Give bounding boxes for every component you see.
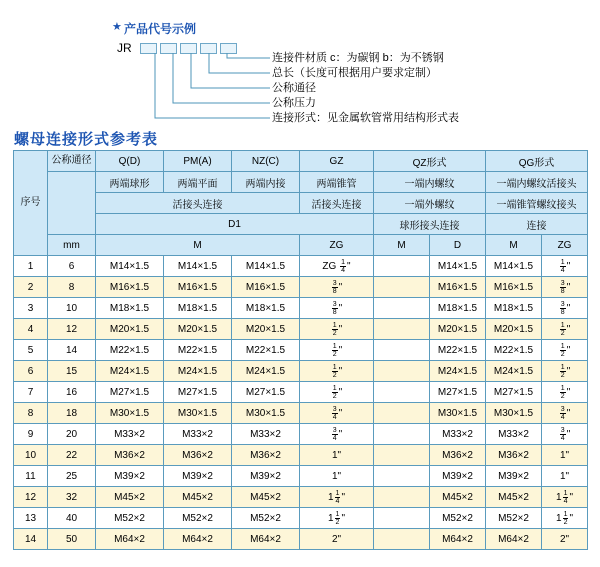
cell-pma-m: M39×2 [164,466,232,487]
cell-qz-d: M22×1.5 [430,340,486,361]
cell-qg-m: M33×2 [486,424,542,445]
table-row [14,298,588,319]
cell-qg-zg: 1 $\frac{1}{2}$ " [542,508,588,529]
legend-item-material: 连接件材质 c：为碳钢 b：为不锈钢 [272,52,444,64]
cell-qg-m: M30×1.5 [486,403,542,424]
cell-nominal-diameter: 20 [48,424,96,445]
header-nzc-desc: 两端内接 [232,172,300,193]
table-header-row-5 [14,235,588,256]
table-row [14,424,588,445]
table-row [14,361,588,382]
cell-nzc-m: M45×2 [232,487,300,508]
cell-qg-m: M36×2 [486,445,542,466]
cell-gz-zg: 1 $\frac{1}{4}$ " [300,487,374,508]
header-seq: 序号 [14,151,48,256]
cell-seq: 12 [14,487,48,508]
header-qz-thread: 一端外螺纹 [374,193,486,214]
cell-qz-d: M20×1.5 [430,319,486,340]
header-group-pma: PM(A) [164,151,232,172]
cell-gz-zg: $\frac{3}{8}$ " [300,277,374,298]
cell-nzc-m: M24×1.5 [232,361,300,382]
cell-gz-zg: $\frac{3}{4}$ " [300,424,374,445]
cell-qz-d: M33×2 [430,424,486,445]
cell-seq: 10 [14,445,48,466]
nut-connection-table [13,150,588,550]
cell-qg-zg: 1" [542,445,588,466]
cell-qz-m [374,445,430,466]
cell-nzc-m: M30×1.5 [232,403,300,424]
cell-qg-zg: $\frac{1}{2}$ " [542,319,588,340]
cell-qg-m: M64×2 [486,529,542,550]
cell-nzc-m: M14×1.5 [232,256,300,277]
cell-qz-m [374,340,430,361]
cell-nzc-m: M52×2 [232,508,300,529]
product-code-diagram [0,0,600,130]
cell-nominal-diameter: 15 [48,361,96,382]
diagram-title: 产品代号示例 [124,22,197,36]
header-group-nzc: NZ(C) [232,151,300,172]
cell-qg-zg: 2" [542,529,588,550]
cell-qd-m: M22×1.5 [96,340,164,361]
page-title: 螺母连接形式参考表 [14,131,159,148]
cell-qd-m: M36×2 [96,445,164,466]
cell-pma-m: M30×1.5 [164,403,232,424]
cell-qg-zg: 1 $\frac{1}{4}$ " [542,487,588,508]
cell-qg-zg: 1" [542,466,588,487]
cell-seq: 9 [14,424,48,445]
cell-qz-m [374,256,430,277]
cell-seq: 14 [14,529,48,550]
cell-qg-m: M52×2 [486,508,542,529]
cell-qg-m: M16×1.5 [486,277,542,298]
cell-seq: 5 [14,340,48,361]
header-unit-m: M [96,235,300,256]
cell-qg-m: M39×2 [486,466,542,487]
cell-nominal-diameter: 12 [48,319,96,340]
header-group-qg: QG形式 [486,151,588,172]
cell-qd-m: M45×2 [96,487,164,508]
header-link: 连接 [486,214,588,235]
header-unit-qz-m: M [374,235,430,256]
header-gz-joint: 活接头连接 [300,193,374,214]
cell-pma-m: M64×2 [164,529,232,550]
cell-qg-m: M14×1.5 [486,256,542,277]
cell-nominal-diameter: 40 [48,508,96,529]
table-row [14,403,588,424]
cell-qg-m: M27×1.5 [486,382,542,403]
legend-item-nominal-diameter: 公称通径 [272,82,316,94]
cell-qz-m [374,277,430,298]
cell-qz-m [374,298,430,319]
cell-nzc-m: M22×1.5 [232,340,300,361]
cell-qz-m [374,403,430,424]
cell-qz-d: M27×1.5 [430,382,486,403]
cell-nzc-m: M20×1.5 [232,319,300,340]
cell-qd-m: M18×1.5 [96,298,164,319]
table-row [14,466,588,487]
cell-pma-m: M24×1.5 [164,361,232,382]
header-group-qz: QZ形式 [374,151,486,172]
cell-qd-m: M64×2 [96,529,164,550]
cell-seq: 2 [14,277,48,298]
cell-qg-m: M18×1.5 [486,298,542,319]
cell-pma-m: M18×1.5 [164,298,232,319]
cell-qz-m [374,487,430,508]
cell-nominal-diameter: 16 [48,382,96,403]
cell-qg-zg: $\frac{3}{8}$ " [542,277,588,298]
header-group-qd: Q(D) [96,151,164,172]
cell-nominal-diameter: 10 [48,298,96,319]
product-code-prefix: JR [117,41,132,55]
table-header-row-1 [14,151,588,172]
cell-qz-m [374,466,430,487]
header-pma-desc: 两端平面 [164,172,232,193]
cell-qz-m [374,382,430,403]
cell-qz-d: M39×2 [430,466,486,487]
table-header-row-2 [14,172,588,193]
cell-qz-d: M52×2 [430,508,486,529]
cell-pma-m: M45×2 [164,487,232,508]
cell-nzc-m: M36×2 [232,445,300,466]
cell-pma-m: M52×2 [164,508,232,529]
cell-gz-zg: $\frac{1}{2}$ " [300,340,374,361]
cell-qd-m: M52×2 [96,508,164,529]
table-body [14,256,588,550]
cell-gz-zg: 1 $\frac{1}{2}$ " [300,508,374,529]
header-qg-desc: 一端内螺纹活接头 [486,172,588,193]
cell-qg-zg: $\frac{3}{4}$ " [542,403,588,424]
cell-gz-zg: $\frac{3}{8}$ " [300,298,374,319]
cell-pma-m: M20×1.5 [164,319,232,340]
legend-item-length: 总长（长度可根据用户要求定制） [272,67,437,79]
cell-nominal-diameter: 32 [48,487,96,508]
cell-qz-m [374,508,430,529]
header-group-gz: GZ [300,151,374,172]
cell-pma-m: M16×1.5 [164,277,232,298]
cell-qg-m: M22×1.5 [486,340,542,361]
cell-gz-zg: 2" [300,529,374,550]
star-icon: ★ [112,21,122,33]
cell-nzc-m: M27×1.5 [232,382,300,403]
cell-qz-d: M64×2 [430,529,486,550]
cell-qd-m: M16×1.5 [96,277,164,298]
cell-qz-m [374,424,430,445]
cell-nominal-diameter: 14 [48,340,96,361]
cell-nominal-diameter: 50 [48,529,96,550]
cell-qd-m: M27×1.5 [96,382,164,403]
cell-nzc-m: M16×1.5 [232,277,300,298]
cell-qg-zg: $\frac{1}{2}$ " [542,361,588,382]
legend-item-nominal-pressure: 公称压力 [272,97,316,109]
header-qd-desc: 两端球形 [96,172,164,193]
header-d1: D1 [96,214,374,235]
cell-gz-zg: $\frac{1}{2}$ " [300,361,374,382]
cell-qd-m: M20×1.5 [96,319,164,340]
cell-qd-m: M30×1.5 [96,403,164,424]
diagram-legend [272,51,459,126]
cell-pma-m: M14×1.5 [164,256,232,277]
header-nominal-diameter: 公称通径 [48,151,96,172]
header-unit-mm: mm [48,235,96,256]
cell-gz-zg: $\frac{1}{2}$ " [300,382,374,403]
table-row [14,508,588,529]
cell-qz-d: M45×2 [430,487,486,508]
cell-pma-m: M36×2 [164,445,232,466]
cell-qg-zg: $\frac{1}{2}$ " [542,340,588,361]
cell-nominal-diameter: 22 [48,445,96,466]
cell-seq: 4 [14,319,48,340]
table-row [14,445,588,466]
cell-nominal-diameter: 18 [48,403,96,424]
cell-nzc-m: M64×2 [232,529,300,550]
header-qz-desc: 一端内螺纹 [374,172,486,193]
legend-item-connection-type: 连接形式：见金属软管常用结构形式表 [272,112,459,124]
cell-qd-m: M39×2 [96,466,164,487]
table-header-row-4 [14,214,588,235]
cell-qg-zg: $\frac{3}{8}$ " [542,298,588,319]
cell-seq: 3 [14,298,48,319]
cell-pma-m: M22×1.5 [164,340,232,361]
cell-seq: 8 [14,403,48,424]
table-row [14,340,588,361]
cell-nzc-m: M18×1.5 [232,298,300,319]
table-row [14,319,588,340]
cell-qz-d: M36×2 [430,445,486,466]
cell-nominal-diameter: 25 [48,466,96,487]
cell-qz-d: M24×1.5 [430,361,486,382]
cell-seq: 1 [14,256,48,277]
cell-qz-d: M14×1.5 [430,256,486,277]
cell-qz-m [374,529,430,550]
table-row [14,277,588,298]
cell-gz-zg: 1" [300,445,374,466]
cell-gz-zg: $\frac{1}{2}$ " [300,319,374,340]
header-unit-qg-zg: ZG [542,235,588,256]
table-header-row-3 [14,193,588,214]
header-unit-qg-m: M [486,235,542,256]
header-unit-zg: ZG [300,235,374,256]
cell-qg-m: M24×1.5 [486,361,542,382]
cell-qg-m: M20×1.5 [486,319,542,340]
header-active-joint: 活接头连接 [96,193,300,214]
cell-qd-m: M33×2 [96,424,164,445]
cell-qg-m: M45×2 [486,487,542,508]
cell-qz-d: M18×1.5 [430,298,486,319]
table-row [14,256,588,277]
cell-qz-m [374,319,430,340]
cell-pma-m: M27×1.5 [164,382,232,403]
cell-nzc-m: M39×2 [232,466,300,487]
header-nominal-blank [48,172,96,235]
table-row [14,382,588,403]
cell-gz-zg: ZG $\frac{1}{4}$ " [300,256,374,277]
header-qg-thread: 一端锥管螺纹接头 [486,193,588,214]
cell-pma-m: M33×2 [164,424,232,445]
cell-seq: 13 [14,508,48,529]
table-row [14,529,588,550]
cell-seq: 11 [14,466,48,487]
cell-nominal-diameter: 6 [48,256,96,277]
nut-connection-table-wrap [13,150,587,550]
cell-gz-zg: $\frac{3}{4}$ " [300,403,374,424]
header-ball-joint: 球形接头连接 [374,214,486,235]
cell-seq: 6 [14,361,48,382]
cell-qz-m [374,361,430,382]
cell-qd-m: M24×1.5 [96,361,164,382]
cell-gz-zg: 1" [300,466,374,487]
table-row [14,487,588,508]
cell-qd-m: M14×1.5 [96,256,164,277]
header-gz-desc: 两端锥管 [300,172,374,193]
cell-qz-d: M16×1.5 [430,277,486,298]
cell-seq: 7 [14,382,48,403]
cell-qz-d: M30×1.5 [430,403,486,424]
cell-qg-zg: $\frac{3}{4}$ " [542,424,588,445]
cell-qg-zg: $\frac{1}{2}$ " [542,382,588,403]
cell-nzc-m: M33×2 [232,424,300,445]
cell-nominal-diameter: 8 [48,277,96,298]
header-unit-qz-d: D [430,235,486,256]
cell-qg-zg: $\frac{1}{4}$ " [542,256,588,277]
